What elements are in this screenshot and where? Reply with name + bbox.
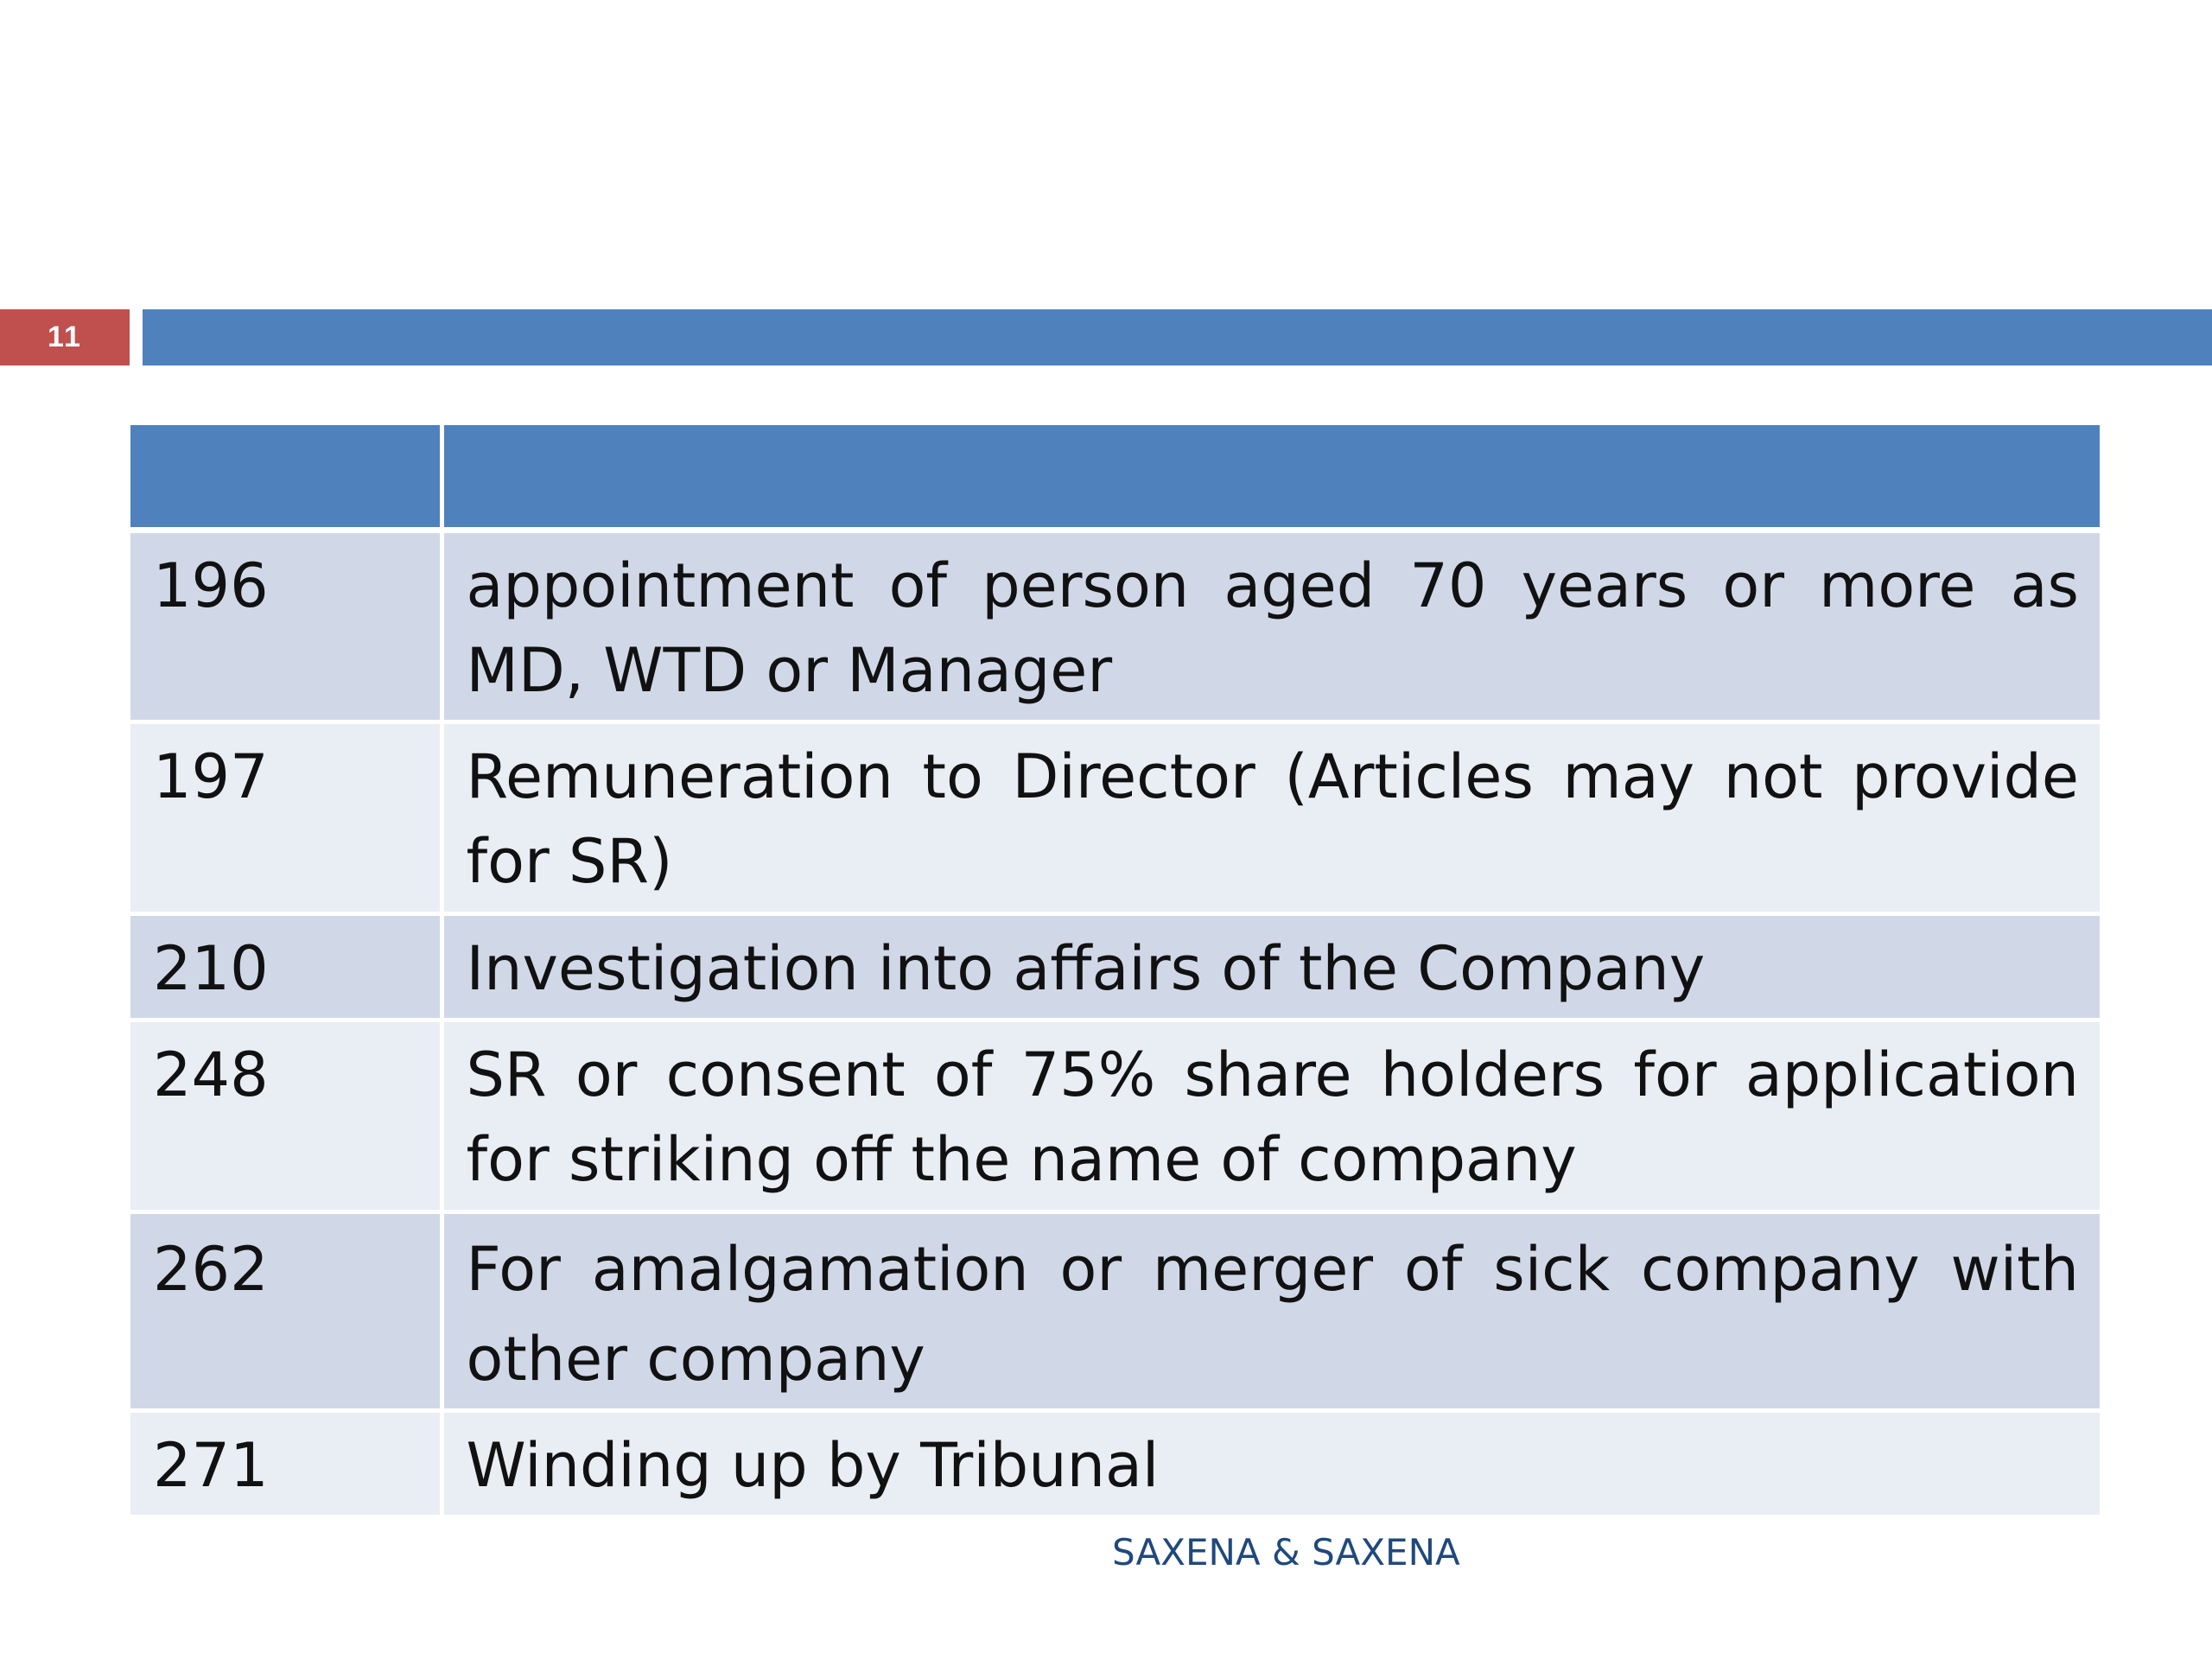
section-description: appointment of person aged 70 years or more as MD, WTD or Manager <box>442 531 2100 722</box>
section-number: 271 <box>130 1411 442 1517</box>
section-number: 248 <box>130 1020 442 1212</box>
section-description: For amalgamation or merger of sick company with other company <box>442 1212 2100 1411</box>
table-row <box>130 1411 2100 1517</box>
section-description: Winding up by Tribunal <box>442 1411 2100 1517</box>
section-description: Investigation into affairs of the Company <box>442 914 2100 1020</box>
table-row <box>130 722 2100 914</box>
slide-number: 11 <box>0 309 130 365</box>
table-row <box>130 1020 2100 1212</box>
table-row <box>130 531 2100 722</box>
section-description: SR or consent of 75% share holders for application for striking off the name of company <box>442 1020 2100 1212</box>
section-number: 197 <box>130 722 442 914</box>
title-bar <box>143 309 2212 365</box>
section-description: Remuneration to Director (Articles may not provide for SR) <box>442 722 2100 914</box>
header-cell-description <box>442 425 2100 531</box>
header-cell-section <box>130 425 442 531</box>
section-number: 210 <box>130 914 442 1020</box>
sections-table <box>130 425 2100 1519</box>
table-row <box>130 1212 2100 1411</box>
section-number: 262 <box>130 1212 442 1411</box>
table-row <box>130 914 2100 1020</box>
footer-text: SAXENA & SAXENA <box>1112 1531 1460 1573</box>
section-number: 196 <box>130 531 442 722</box>
table-header-row <box>130 425 2100 531</box>
